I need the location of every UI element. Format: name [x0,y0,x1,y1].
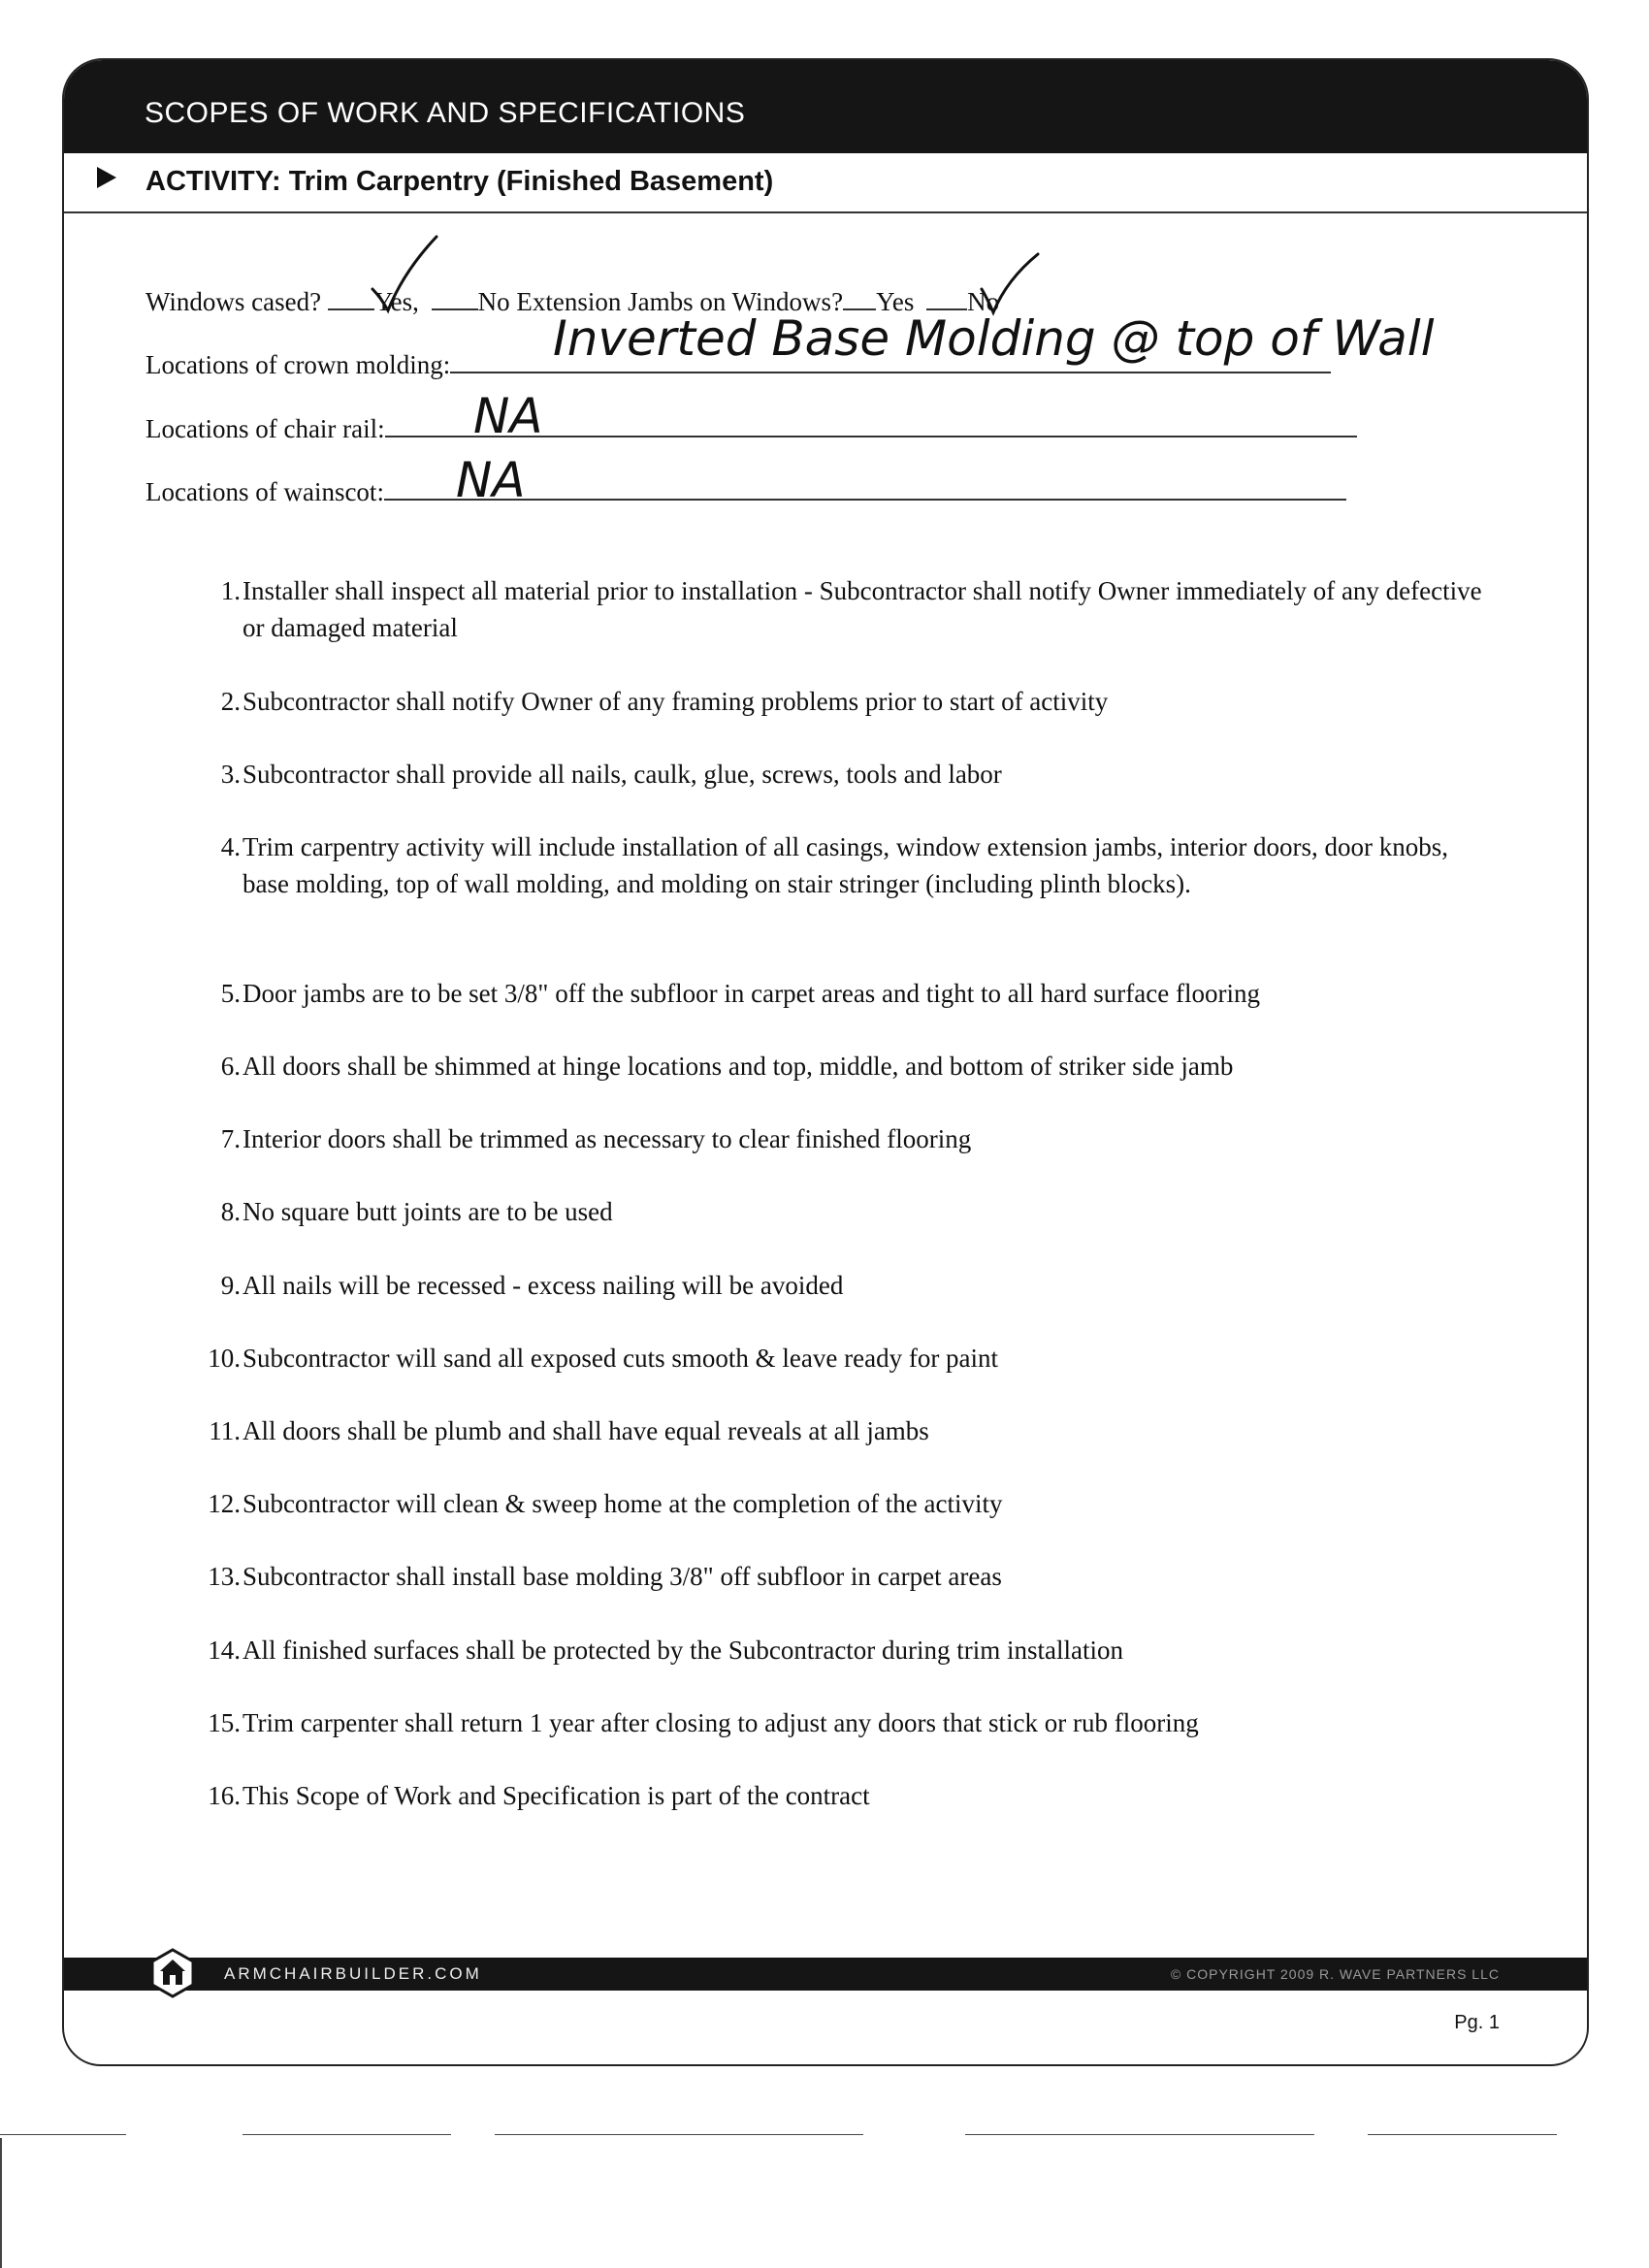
arrow-right-icon [97,167,116,188]
wainscot-input[interactable] [384,477,1346,501]
scan-artifact-line [0,2134,126,2135]
scan-artifact-line [242,2134,451,2135]
wainscot-field [146,477,1346,507]
chair-rail-field [146,414,1357,444]
extension-jambs-label: Extension Jambs on Windows? [516,287,844,316]
extension-jambs-yes-label: Yes [876,287,915,316]
scan-artifact-line [965,2134,1314,2135]
chair-rail-value: NA [473,388,543,444]
activity-heading [146,166,773,198]
header-bar [64,60,1587,153]
extension-jambs-yes-blank[interactable] [843,287,876,310]
extension-jambs-no-label: No [967,287,1000,316]
windows-cased-no-label: No [477,287,510,316]
activity-row [64,153,1587,213]
wainscot-value: NA [456,452,526,508]
scan-artifact-line [1368,2134,1557,2135]
activity-name: Trim Carpentry (Finished Basement) [288,166,774,197]
house-logo-icon [149,1948,196,1998]
extension-jambs-no-blank[interactable] [926,287,967,310]
scan-artifact-line [495,2134,863,2135]
windows-cased-yes-label: Yes, [373,287,419,316]
crown-molding-label: Locations of crown molding: [146,350,451,379]
page-number: Pg. 1 [1454,2012,1500,2033]
crown-molding-value: Inverted Base Molding @ top of Wall [553,310,1435,367]
checkmark-icon [367,233,444,320]
checkmark-icon [978,250,1046,318]
footer-site-link[interactable]: ARMCHAIRBUILDER.COM [224,1964,482,1983]
activity-label: ACTIVITY: [146,166,281,197]
chair-rail-label: Locations of chair rail: [146,414,385,443]
footer-copyright: © COPYRIGHT 2009 R. WAVE PARTNERS LLC [1170,1966,1500,1982]
scan-artifact-line [0,2138,2,2268]
wainscot-label: Locations of wainscot: [146,477,384,506]
windows-cased-label: Windows cased? [146,287,322,316]
page-title: SCOPES OF WORK AND SPECIFICATIONS [145,97,746,129]
